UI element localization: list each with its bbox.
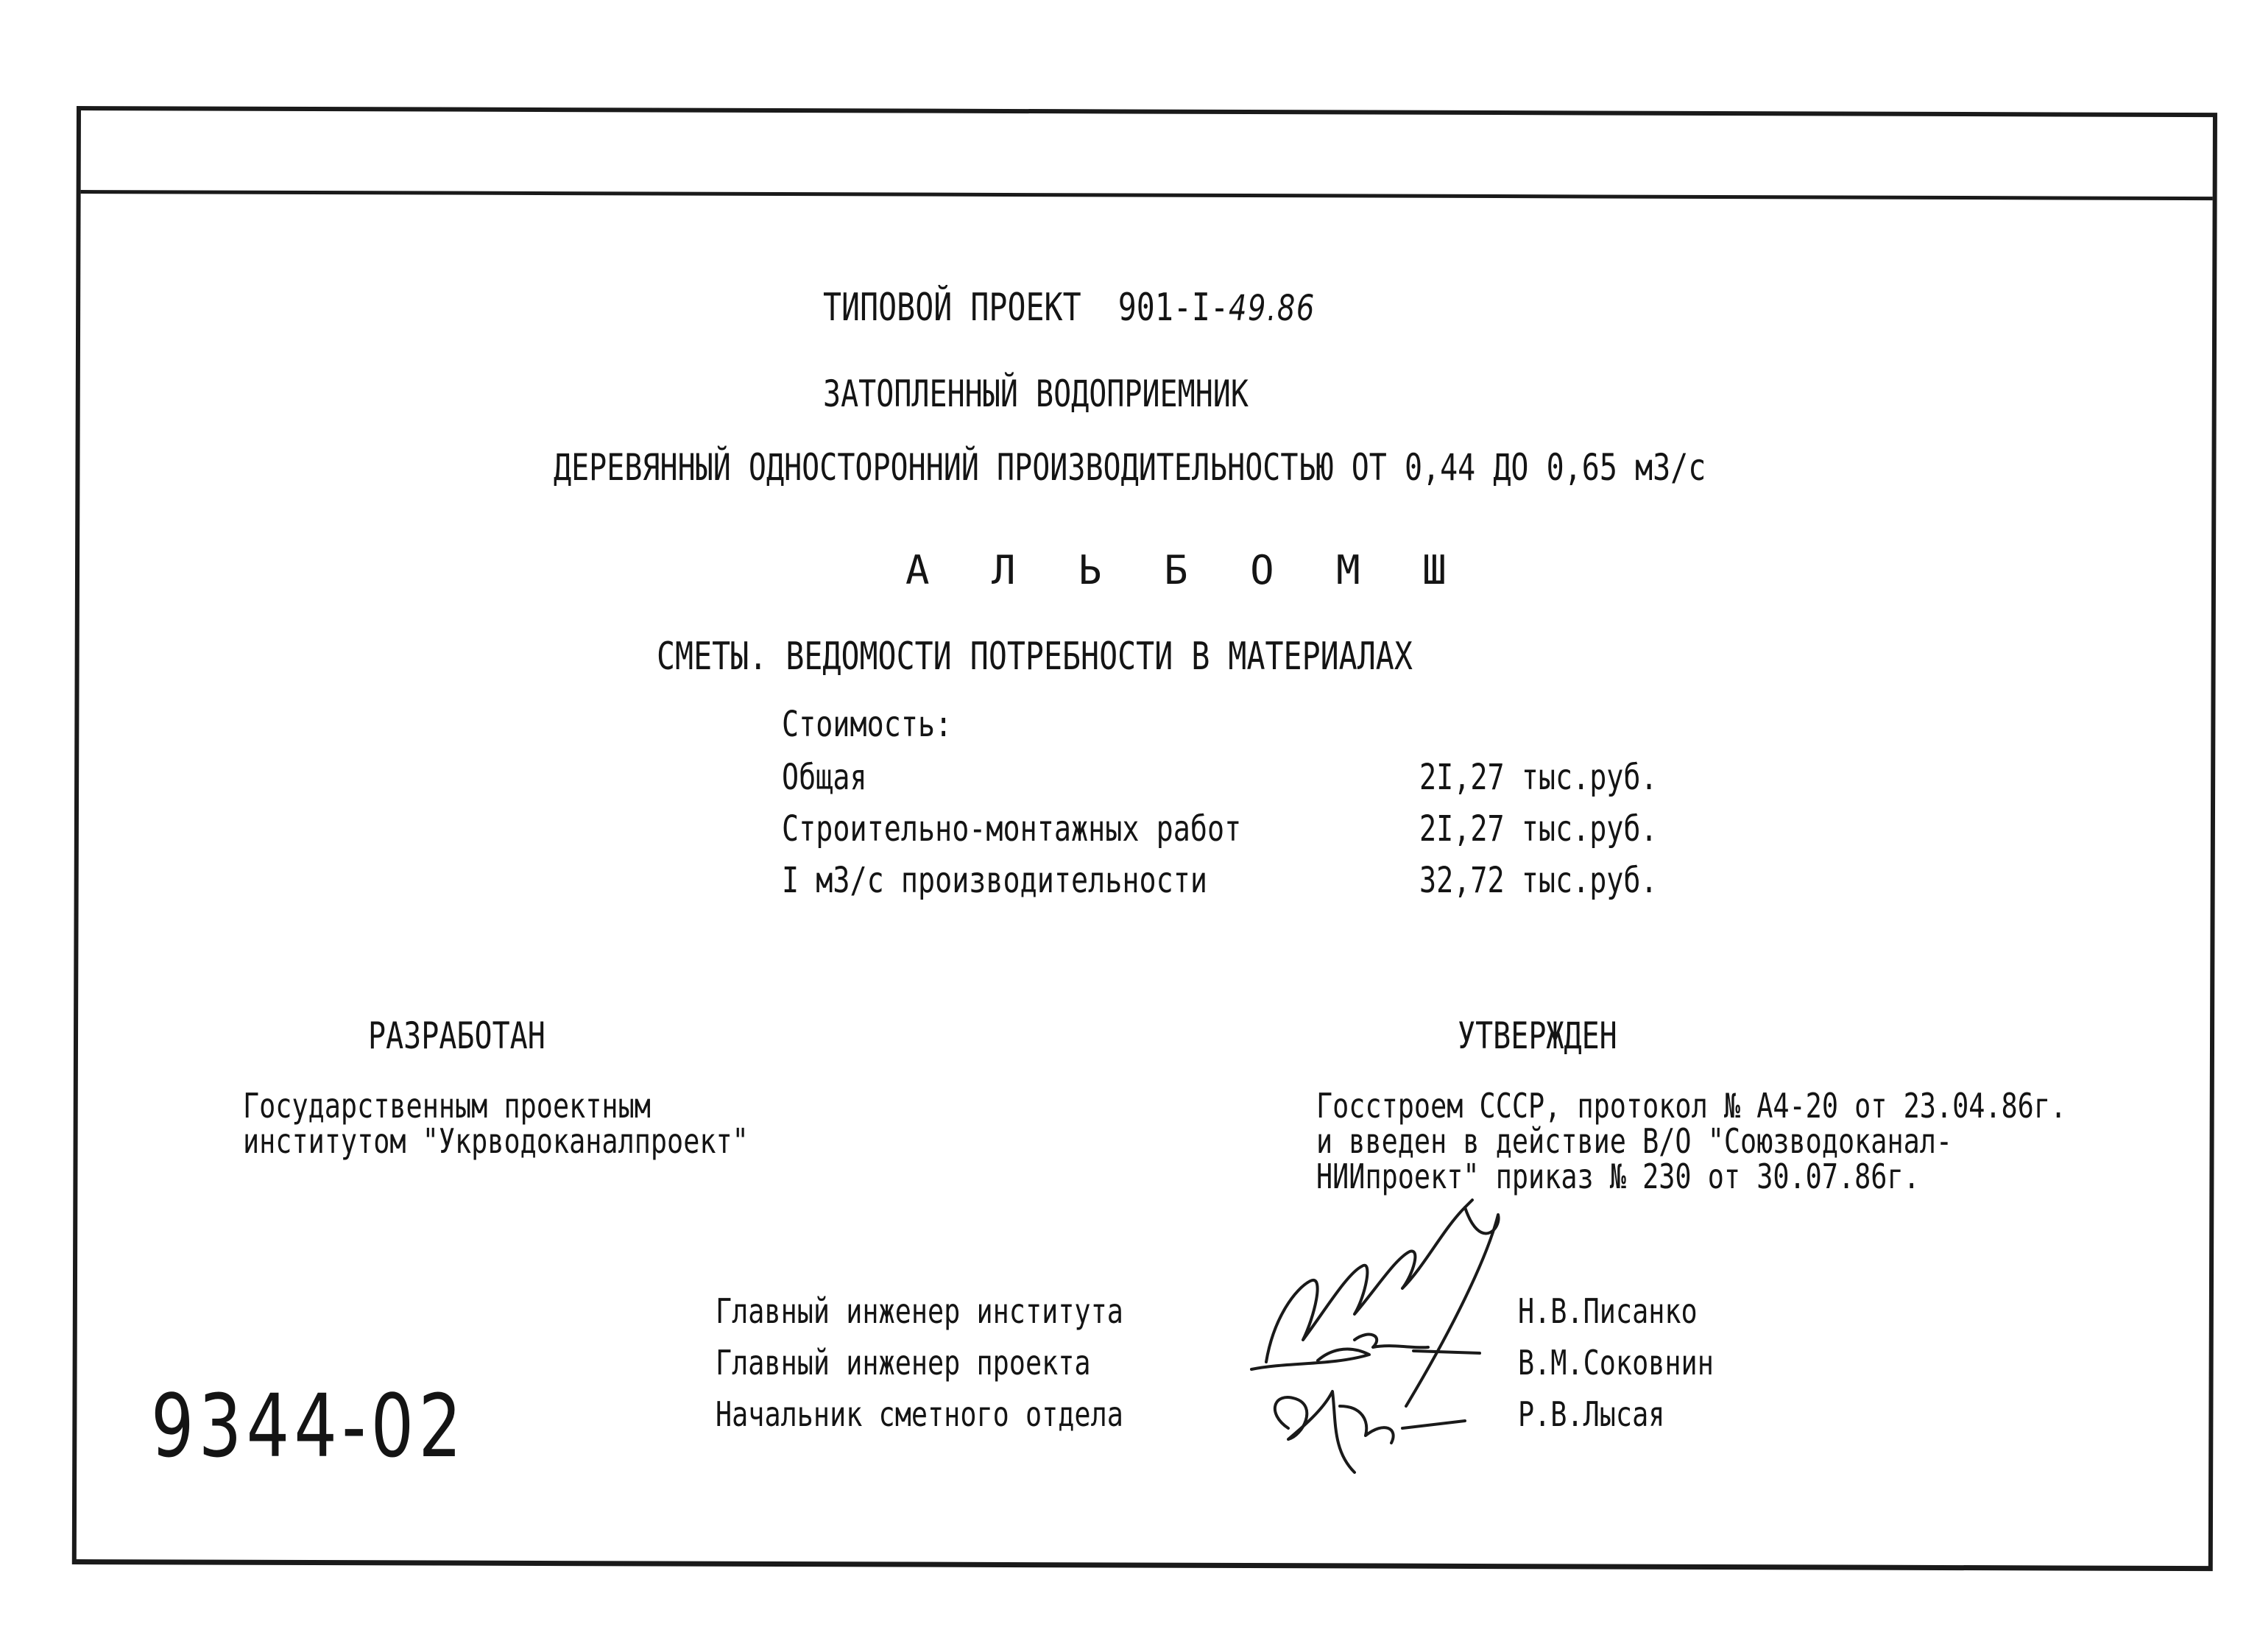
developed-line-2: институтом "Укрводоканалпроект": [243, 1121, 749, 1161]
project-code: [823, 286, 1316, 330]
project-number: 901-I-: [1117, 286, 1229, 330]
approved-line-1: Госстроем СССР, протокол № А4-20 от 23.04.86г.: [1316, 1086, 2067, 1126]
cost-value-construction: 2I,27 тыс.руб.: [1419, 808, 1658, 850]
archive-number: 9344-02: [151, 1375, 467, 1477]
cost-label-per-capacity: I м3/с производительности: [782, 860, 1207, 901]
title-line-1: ЗАТОПЛЕННЫЙ ВОДОПРИЕМНИК: [823, 373, 1249, 415]
developed-heading: РАЗРАБОТАН: [368, 1014, 545, 1057]
signatory-role-chief-engineer-project: Главный инженер проекта: [716, 1343, 1091, 1383]
title-line-2: ДЕРЕВЯННЫЙ ОДНОСТОРОННИЙ ПРОИЗВОДИТЕЛЬНОСТЬЮ ОТ 0,44 ДО 0,65 м3/с: [554, 446, 1706, 489]
project-number-handwritten: 49.86: [1229, 288, 1316, 329]
approved-line-3: НИИпроект" приказ № 230 от 30.07.86г.: [1316, 1157, 1920, 1196]
approved-line-2: и введен в действие В/О "Союзводоканал-: [1316, 1121, 1953, 1161]
subtitle: СМЕТЫ. ВЕДОМОСТИ ПОТРЕБНОСТИ В МАТЕРИАЛАХ: [657, 635, 1413, 679]
developed-line-1: Государственным проектным: [243, 1086, 651, 1126]
handwritten-signatures: [1244, 1185, 1524, 1480]
cost-heading: Стоимость:: [782, 704, 953, 745]
album-title: А Л Ь Б О М Ш: [905, 547, 1466, 593]
cost-value-per-capacity: 32,72 тыс.руб.: [1419, 860, 1658, 901]
signatory-name-chief-engineer-project: В.М.Соковнин: [1518, 1343, 1714, 1383]
signatory-name-head-estimate-dept: Р.В.Лысая: [1518, 1394, 1665, 1434]
signature-lysaya: [1275, 1391, 1465, 1472]
signature-pisanko-tail: [1406, 1207, 1499, 1406]
signatory-name-chief-engineer-institute: Н.В.Писанко: [1518, 1291, 1698, 1331]
cost-label-total: Общая: [782, 757, 867, 798]
cost-value-total: 2I,27 тыс.руб.: [1419, 757, 1658, 798]
signature-pisanko: [1266, 1200, 1472, 1362]
signatory-role-head-estimate-dept: Начальник сметного отдела: [716, 1394, 1123, 1434]
approved-heading: УТВЕРЖДЕН: [1458, 1014, 1617, 1057]
cost-label-construction: Строительно-монтажных работ: [782, 808, 1242, 850]
signatory-role-chief-engineer-institute: Главный инженер института: [716, 1291, 1123, 1331]
project-label: ТИПОВОЙ ПРОЕКТ: [823, 286, 1081, 330]
frame-top-rule: [81, 190, 2213, 200]
